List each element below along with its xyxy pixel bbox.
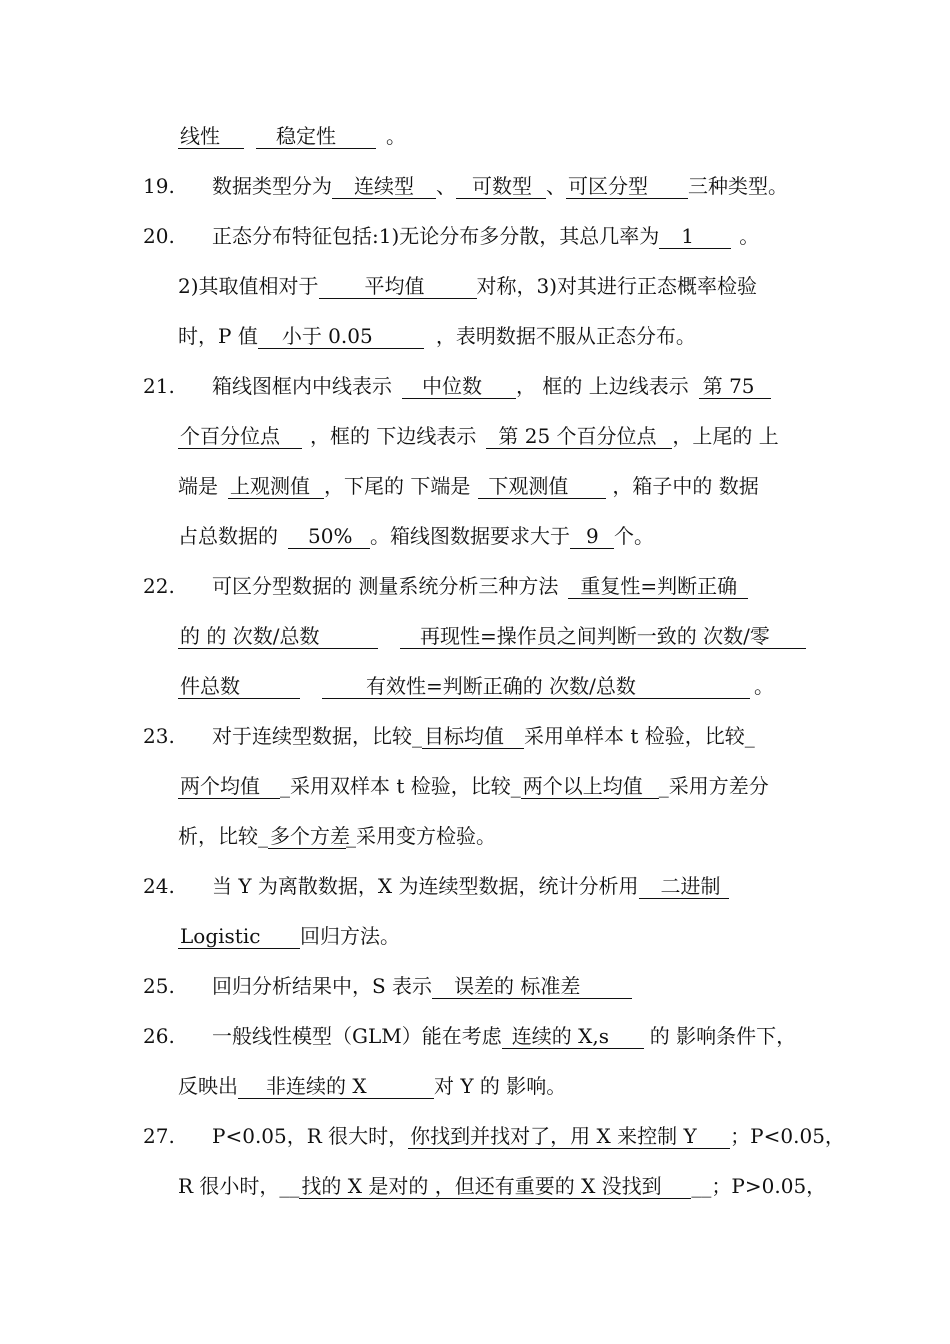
- text: 时，P 值: [178, 324, 258, 348]
- blank-answer: 可数型: [456, 174, 546, 199]
- text: ，表明数据不服从正态分布。: [435, 324, 696, 348]
- text: R 很小时，__: [178, 1174, 300, 1198]
- text: 个。: [614, 524, 654, 548]
- blank-answer: 非连续的 X: [238, 1074, 434, 1099]
- text: __；P>0.05，: [691, 1174, 827, 1198]
- blank-answer: 1: [659, 224, 731, 249]
- text: 。: [754, 674, 774, 698]
- blank-answer: 误差的 标准差: [432, 974, 632, 999]
- text: _采用双样本 t 检验，比较_: [280, 774, 521, 798]
- blank-answer: 中位数: [402, 374, 516, 399]
- text: _采用变方检验。: [346, 824, 496, 848]
- blank-answer: 你找到并找对了，用 X 来控制 Y: [408, 1124, 730, 1149]
- q24-line-1: [212, 872, 810, 900]
- q21-line-4: [178, 522, 810, 550]
- blank-answer: 线性: [178, 124, 244, 149]
- text: _采用方差分: [658, 774, 769, 798]
- q23-line-3: [178, 822, 810, 850]
- blank-answer: 可区分型: [566, 174, 688, 199]
- blank-answer: 的 的 次数/总数: [178, 624, 378, 649]
- blank-answer: 第 75: [699, 374, 771, 399]
- blank-answer: Logistic: [178, 924, 300, 949]
- text: 对 Y 的 影响。: [434, 1074, 567, 1098]
- q26-line-1: [212, 1022, 810, 1050]
- q21-line-3: [178, 472, 810, 500]
- blank-answer: 两个均值: [178, 774, 280, 799]
- q23-line-1: [212, 722, 810, 750]
- q18-line: [178, 122, 810, 150]
- blank-answer: 连续型: [332, 174, 436, 199]
- q25-line: [212, 972, 810, 1000]
- text: P<0.05，R 很大时，: [212, 1124, 409, 1148]
- q22-line-3: [178, 672, 810, 700]
- blank-answer: 二进制: [639, 874, 729, 899]
- blank-answer: 平均值: [319, 274, 477, 299]
- text: 采用单样本 t 检验，比较_: [524, 724, 755, 748]
- question-number: 20.: [143, 224, 175, 248]
- text: 2)其取值相对于: [178, 274, 319, 298]
- q22-line-2: [178, 622, 810, 650]
- question-number: 21.: [143, 374, 175, 398]
- blank-answer: 重复性=判断正确: [568, 574, 748, 599]
- q24-line-2: [178, 922, 810, 950]
- text: 正态分布特征包括:1)无论分布多分散，其总几率为: [212, 224, 660, 248]
- q23-line-2: [178, 772, 810, 800]
- question-number: 24.: [143, 874, 175, 898]
- blank-answer: 50%: [288, 524, 370, 549]
- blank-answer: 件总数: [178, 674, 300, 699]
- text: ，下尾的 下端是: [324, 474, 471, 498]
- blank-answer: 下观测值: [478, 474, 606, 499]
- text: 回归方法。: [300, 924, 400, 948]
- q21-line-1: [212, 372, 810, 400]
- question-number: 19.: [143, 174, 175, 198]
- text: 、: [546, 174, 566, 198]
- question-number: 26.: [143, 1024, 175, 1048]
- text: 端是: [178, 474, 218, 498]
- q22-line-1: [212, 572, 810, 600]
- text: 析，比较_: [178, 824, 268, 848]
- text: ，箱子中的 数据: [612, 474, 759, 498]
- text: 回归分析结果中，S 表示: [212, 974, 433, 998]
- q20-line-1: [212, 222, 810, 250]
- text: 可区分型数据的 测量系统分析三种方法: [212, 574, 559, 598]
- q20-line-3: [178, 322, 810, 350]
- blank-answer: 目标均值: [422, 724, 524, 749]
- text: 。箱线图数据要求大于: [370, 524, 570, 548]
- blank-answer: 有效性=判断正确的 次数/总数: [322, 674, 750, 699]
- text: 的 影响条件下，: [649, 1024, 797, 1048]
- question-number: 27.: [143, 1124, 175, 1148]
- text: 一般线性模型（GLM）能在考虑: [212, 1024, 502, 1048]
- question-number: 25.: [143, 974, 175, 998]
- blank-answer: 两个以上均值: [521, 774, 659, 799]
- text: 三种类型。: [688, 174, 788, 198]
- blank-answer: 小于 0.05: [258, 324, 424, 349]
- q27-line-2: [178, 1172, 827, 1200]
- text: ，上尾的 上: [672, 424, 779, 448]
- blank-answer: 9: [570, 524, 614, 549]
- q27-line-1: [212, 1122, 845, 1150]
- q26-line-2: [178, 1072, 810, 1100]
- text: 当 Y 为离散数据，X 为连续型数据，统计分析用: [212, 874, 639, 898]
- blank-answer: 个百分位点: [178, 424, 302, 449]
- blank-answer: 连续的 X,s: [502, 1024, 644, 1049]
- text: 、: [436, 174, 456, 198]
- blank-answer: 稳定性: [256, 124, 376, 149]
- text: ，框的 下边线表示: [310, 424, 477, 448]
- q21-line-2: [178, 422, 810, 450]
- question-number: 22.: [143, 574, 175, 598]
- question-number: 23.: [143, 724, 175, 748]
- q19-line: [212, 172, 810, 200]
- blank-answer: 第 25 个百分位点: [486, 424, 672, 449]
- text: 。: [386, 124, 406, 148]
- text: 对于连续型数据，比较_: [212, 724, 422, 748]
- blank-answer: 多个方差: [270, 824, 350, 848]
- text: 箱线图框内中线表示: [212, 374, 392, 398]
- blank-answer: 找的 X 是对的 ，但还有重要的 X 没找到: [299, 1174, 691, 1199]
- text: 对称，3)对其进行正态概率检验: [476, 274, 758, 298]
- text: 占总数据的: [178, 524, 278, 548]
- blank-answer: 上观测值: [228, 474, 324, 499]
- text: 数据类型分为: [212, 174, 332, 198]
- q20-line-2: [178, 272, 810, 300]
- text: 。: [739, 224, 760, 248]
- text: 反映出: [178, 1074, 238, 1098]
- blank-answer: 再现性=操作员之间判断一致的 次数/零: [400, 624, 806, 649]
- text: ， 框的 上边线表示: [516, 374, 689, 398]
- text: ；P<0.05，: [730, 1124, 845, 1148]
